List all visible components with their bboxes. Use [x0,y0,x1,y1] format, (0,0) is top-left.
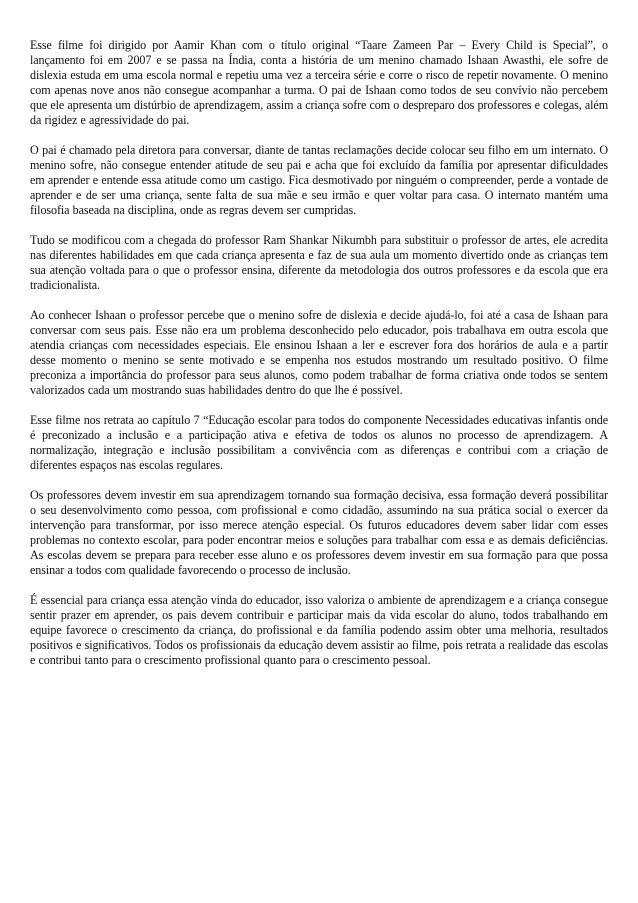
paragraph-2: O pai é chamado pela diretora para conversar, diante de tantas reclamações decide colocar seu filho em um internato. O menino sofre, não consegue entender atitude de seu pai e acha que foi excluído da família por apresentar dificuldades em aprender e entende essa atitude como um castigo. Fica desmotivado por ninguém o compreender, perde a vontade de aprender e de ser uma criança, sente falta de sua mãe e seu irmão e quer voltar para casa. O internato mantém uma filosofia baseada na disciplina, onde as regras devem ser cumpridas. [30,143,608,217]
paragraph-3: Tudo se modificou com a chegada do professor Ram Shankar Nikumbh para substituir o professor de artes, ele acredita nas diferentes habilidades em que cada criança apresenta e faz de sua aula um momento divertido onde as crianças tem sua atenção voltada para o que o professor ensina, diferente da metodologia dos outros professores e da escola que era tradicionalista. [30,233,608,292]
paragraph-1: Esse filme foi dirigido por Aamir Khan com o título original “Taare Zameen Par – Every Child is Special”, o lançamento foi em 2007 e se passa na Índia, conta a história de um menino chamado Ishaan Awasthi, ele sofre de dislexia estuda em uma escola normal e repetiu uma vez a terceira série e corre o risco de repetir novamente. O menino com apenas nove anos não consegue acompanhar a turma. O pai de Ishaan como todos de seu convívio não percebem que ele apresenta um distúrbio de aprendizagem, assim a criança sofre com o despreparo dos professores e colegas, além da rigidez e agressividade do pai. [30,38,608,127]
document-body [30,38,608,683]
paragraph-5: Esse filme nos retrata ao capítulo 7 “Educação escolar para todos do componente Necessidades educativas infantis onde é preconizado a inclusão e a participação ativa e efetiva de todos os alunos no processo de aprendizagem. A normalização, integração e inclusão possibilitam a convivência com as diferenças e contribui com a criação de diferentes espaços nas escolas regulares. [30,413,608,472]
paragraph-7: É essencial para criança essa atenção vinda do educador, isso valoriza o ambiente de aprendizagem e a criança consegue sentir prazer em aprender, os pais devem contribuir e participar mais da vida escolar do aluno, todos trabalhando em equipe favorece o crescimento da criança, do profissional e da família podendo assim obter uma melhoria, resultados positivos e significativos. Todos os profissionais da educação devem assistir ao filme, pois retrata a realidade das escolas e contribui tanto para o crescimento profissional quanto para o crescimento pessoal. [30,593,608,667]
paragraph-6: Os professores devem investir em sua aprendizagem tornando sua formação decisiva, essa formação deverá possibilitar o seu desenvolvimento como pessoa, com profissional e como cidadão, assumindo na sua prática social o exercer da intervenção para transformar, por isso merece atenção especial. Os futuros educadores devem saber lidar com esses problemas no contexto escolar, para poder encontrar meios e soluções para trabalhar com essa e as demais deficiências. As escolas devem se prepara para receber esse aluno e os professores devem investir em sua formação para que possa ensinar a todos com qualidade favorecendo o processo de inclusão. [30,488,608,577]
paragraph-4: Ao conhecer Ishaan o professor percebe que o menino sofre de dislexia e decide ajudá-lo, foi até a casa de Ishaan para conversar com seus pais. Esse não era um problema desconhecido pelo educador, pois trabalhava em outra escola que atendia crianças com necessidades especiais. Ele ensinou Ishaan a ler e escrever fora dos horários de aula e a partir desse momento o menino se sente motivado e se empenha nos estudos mostrando um resultado positivo. O filme preconiza a importância do professor para seus alunos, como podem trabalhar de forma criativa onde todos se sentem valorizados cada um mostrando suas habilidades dentro do que lhe é possível. [30,308,608,397]
